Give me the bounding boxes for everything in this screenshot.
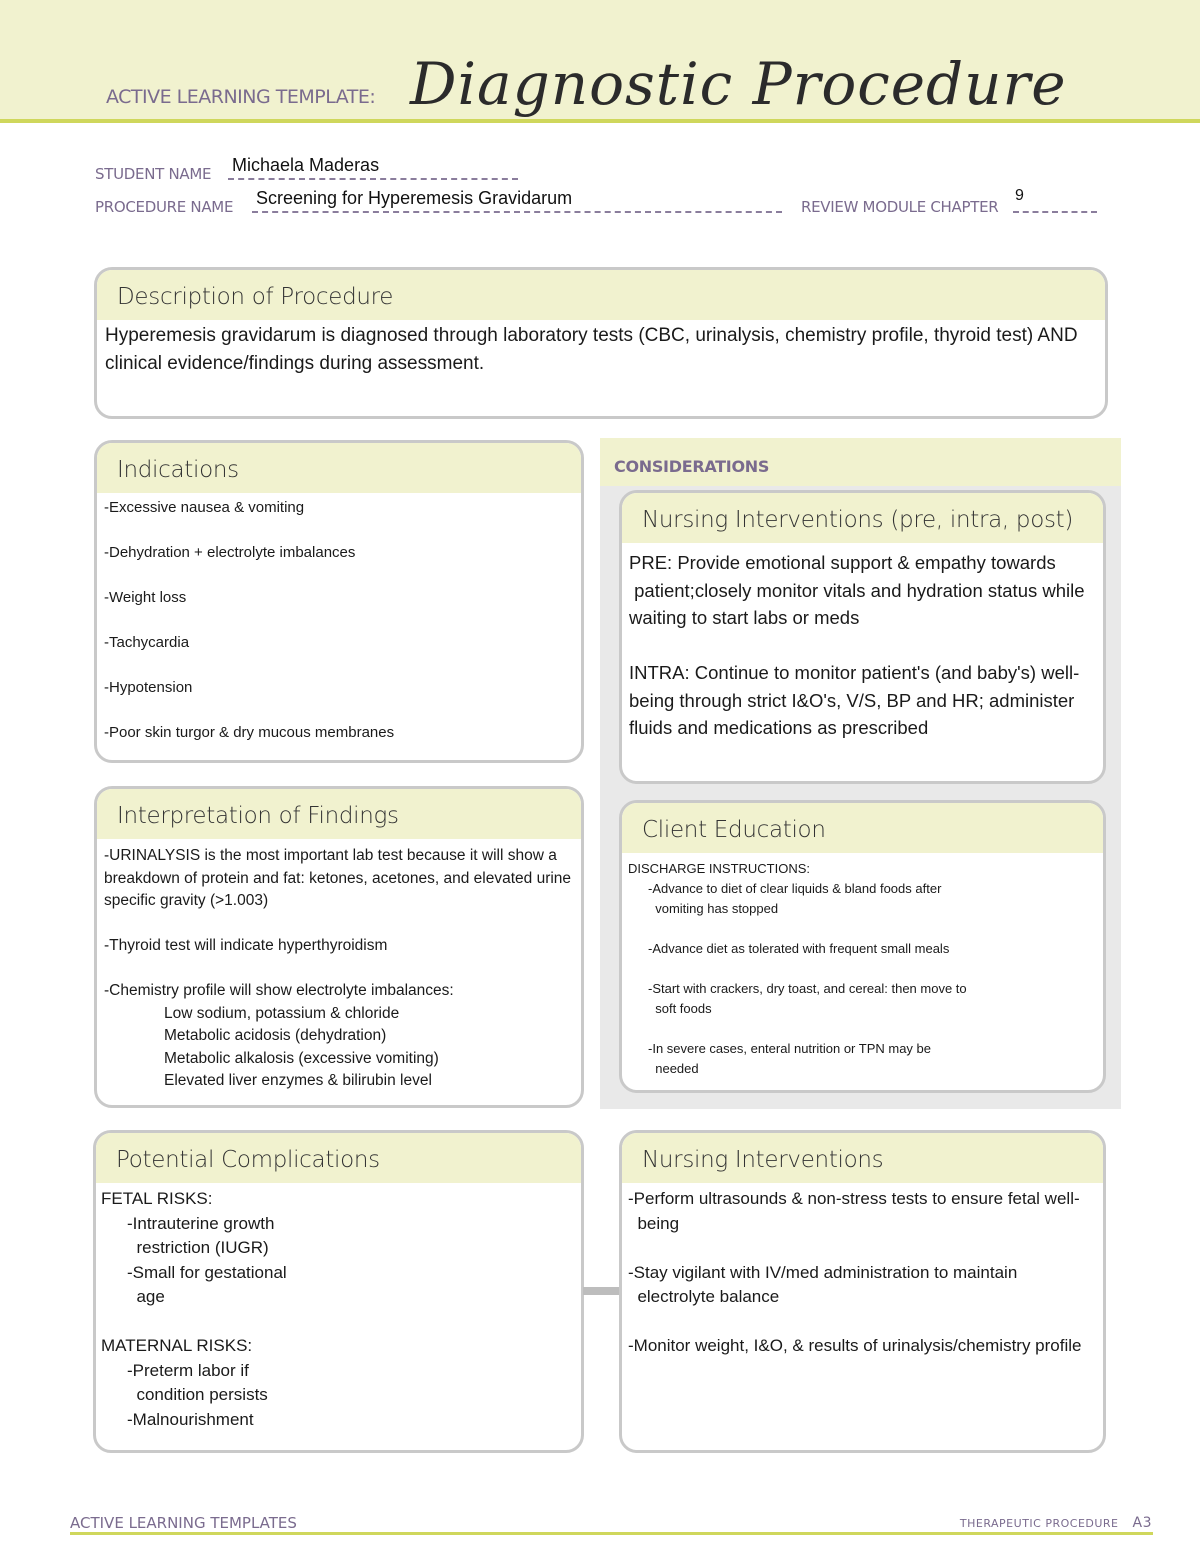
- footer-section: THERAPEUTIC PROCEDURE: [959, 1517, 1119, 1530]
- considerations-title: CONSIDERATIONS: [600, 438, 1121, 486]
- list-item: Metabolic alkalosis (excessive vomiting): [164, 1049, 439, 1067]
- indications-box: [94, 440, 584, 763]
- procedure-name-label: PROCEDURE NAME: [95, 198, 234, 216]
- nursing-pre-box: [619, 490, 1106, 784]
- interpretation-title: Interpretation of Findings: [97, 789, 581, 839]
- list-item: Metabolic acidosis (dehydration): [164, 1027, 387, 1044]
- chapter-field[interactable]: 9: [1015, 187, 1024, 204]
- complications-box: [93, 1130, 584, 1453]
- fetal-label: FETAL RISKS:: [101, 1189, 213, 1208]
- nursing-interventions-box: [619, 1130, 1106, 1453]
- list-item: -Hypotension: [104, 679, 193, 696]
- complications-title: Potential Complications: [96, 1133, 581, 1183]
- student-name-field[interactable]: Michaela Maderas: [232, 155, 380, 175]
- paragraph: -Chemistry profile will show electrolyte imbalances:: [104, 982, 454, 999]
- interpretation-text[interactable]: [97, 839, 581, 1099]
- footer-line: [70, 1532, 1153, 1535]
- description-text[interactable]: Hyperemesis gravidarum is diagnosed through laboratory tests (CBC, urinalysis, chemistry profile, thyroid test) AND clinical evidence/findings during assessment.: [105, 325, 1078, 374]
- intra-text: : Continue to monitor patient's (and baby's) well-being through strict I&O's, V/S, BP and HR; administer fluids and medications as prescribed: [629, 662, 1080, 738]
- list-item: -Intrauterine growth restriction (IUGR): [127, 1213, 275, 1257]
- connector-bar: [583, 1287, 620, 1295]
- client-education-title: Client Education: [622, 803, 1103, 853]
- list-item: -Perform ultrasounds & non-stress tests to ensure fetal well- being: [628, 1189, 1080, 1233]
- paragraph: -Thyroid test will indicate hyperthyroidism: [104, 937, 388, 954]
- pre-label: PRE: [629, 552, 668, 573]
- list-item: -Tachycardia: [104, 634, 190, 651]
- description-box: [94, 267, 1108, 419]
- complications-text[interactable]: [96, 1183, 581, 1436]
- list-item: Elevated liver enzymes & bilirubin level: [164, 1072, 432, 1089]
- indications-title: Indications: [97, 443, 581, 493]
- list-item: -Poor skin turgor & dry mucous membranes: [104, 724, 395, 741]
- nursing-interventions-title: Nursing Interventions: [622, 1133, 1103, 1183]
- paragraph: -URINALYSIS is the most important lab test because it will show a breakdown of protein and fat: ketones, acetones, and elevated urine specific gravity (>1.003): [104, 847, 572, 909]
- nursing-pre-title: Nursing Interventions (pre, intra, post): [622, 493, 1103, 543]
- page-number: A3: [1132, 1515, 1152, 1531]
- indications-list[interactable]: [97, 481, 581, 759]
- student-name-underline: [228, 178, 518, 180]
- footer-right: [960, 1515, 1152, 1531]
- intra-label: INTRA: [629, 662, 685, 683]
- list-item: -Malnourishment: [127, 1409, 254, 1429]
- list-item: -Stay vigilant with IV/med administration to maintain electrolyte balance: [628, 1262, 1018, 1306]
- list-item: -Weight loss: [104, 589, 187, 606]
- chapter-label: REVIEW MODULE CHAPTER: [801, 198, 999, 216]
- interpretation-box: [94, 786, 584, 1108]
- maternal-label: MATERNAL RISKS:: [101, 1336, 253, 1355]
- pre-text: : Provide emotional support & empathy towards patient;closely monitor vitals and hydration status while waiting to start labs or meds: [629, 552, 1085, 628]
- list-item: -Advance to diet of clear liquids & bland foods after vomiting has stopped: [648, 881, 942, 916]
- student-name-label: STUDENT NAME: [95, 165, 212, 183]
- client-education-text[interactable]: [622, 853, 1103, 1085]
- list-item: Low sodium, potassium & chloride: [164, 1004, 400, 1022]
- description-title: Description of Procedure: [97, 270, 1105, 320]
- nursing-pre-text[interactable]: [622, 543, 1103, 748]
- procedure-name-field[interactable]: Screening for Hyperemesis Gravidarum: [256, 188, 573, 208]
- page-title: Diagnostic Procedure: [410, 50, 1067, 118]
- footer-left: ACTIVE LEARNING TEMPLATES: [70, 1514, 297, 1532]
- list-item: -Preterm labor if condition persists: [127, 1360, 268, 1404]
- list-item: -Small for gestational age: [127, 1262, 287, 1306]
- template-label: ACTIVE LEARNING TEMPLATE:: [106, 86, 376, 108]
- procedure-name-underline: [252, 211, 782, 213]
- discharge-heading: DISCHARGE INSTRUCTIONS:: [628, 861, 811, 876]
- list-item: -Excessive nausea & vomiting: [104, 499, 305, 516]
- list-item: -Monitor weight, I&O, & results of urinalysis/chemistry profile: [628, 1336, 1082, 1355]
- list-item: -In severe cases, enteral nutrition or TPN may be needed: [648, 1041, 931, 1076]
- list-item: -Start with crackers, dry toast, and cereal: then move to soft foods: [648, 981, 967, 1016]
- nursing-interventions-text[interactable]: [622, 1183, 1103, 1363]
- client-education-box: [619, 800, 1106, 1093]
- list-item: -Dehydration + electrolyte imbalances: [104, 544, 356, 561]
- chapter-underline: [1013, 211, 1097, 213]
- list-item: -Advance diet as tolerated with frequent small meals: [648, 941, 950, 956]
